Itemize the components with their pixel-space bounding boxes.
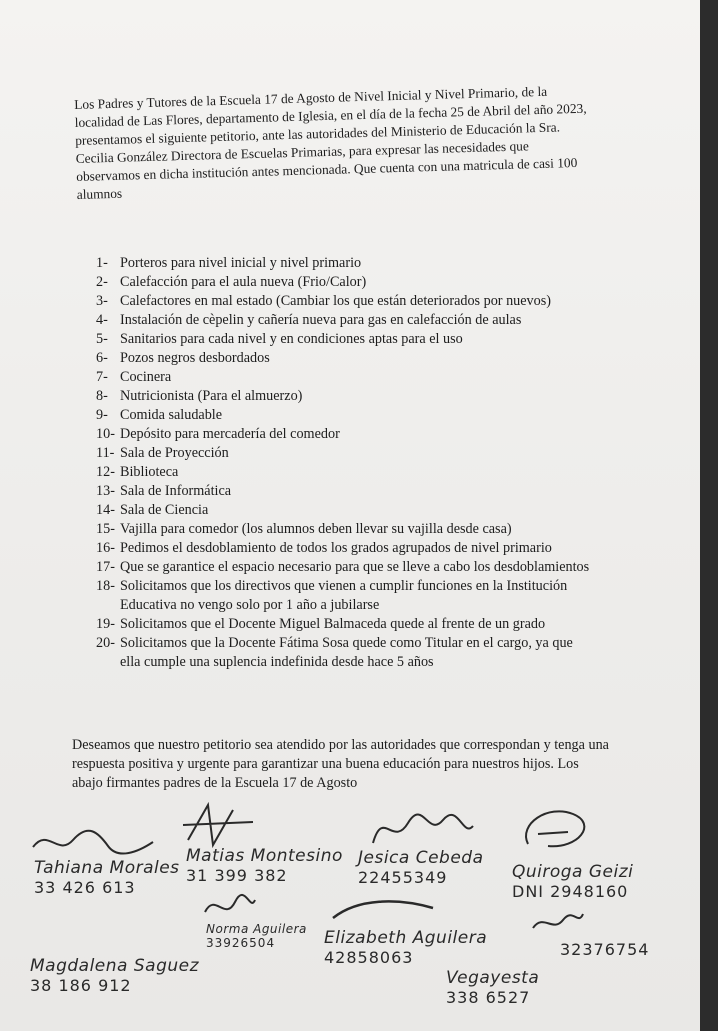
list-item: 4- Instalación de cèpelin y cañería nueva para gas en calefacción de aulas — [96, 312, 522, 328]
list-item: 2- Calefacción para el aula nueva (Frio/Calor) — [96, 274, 367, 290]
list-item: 17- Que se garantice el espacio necesario para que se lleve a cabo los desdoblamientos — [96, 559, 590, 575]
list-item: 10- Depósito para mercadería del comedor — [96, 426, 340, 442]
list-item: 14- Sala de Ciencia — [96, 502, 209, 518]
list-item: 1- Porteros para nivel inicial y nivel primario — [96, 255, 362, 271]
list-item: 9- Comida saludable — [96, 407, 223, 423]
list-item: 13- Sala de Informática — [96, 483, 232, 499]
signature-block: Matias Montesino 31 399 382 — [186, 846, 343, 885]
closing-paragraph: Deseamos que nuestro petitorio sea atendido por las autoridades que correspondan y tenga una respuesta positiva y urgente para garantizar una buena educación para nuestros hijos. Los abajo firmantes padres de la Escuela 17 de Agosto — [72, 737, 609, 791]
signature-block: Norma Aguilera 33926504 — [206, 922, 307, 950]
list-item: 6- Pozos negros desbordados — [96, 350, 270, 366]
signature-scribble-3 — [368, 808, 478, 848]
signature-block: Quiroga Geizi DNI 2948160 — [512, 862, 634, 901]
list-item: 7- Cocinera — [96, 369, 172, 385]
list-item: 15- Vajilla para comedor (los alumnos deben llevar su vajilla desde casa) — [96, 521, 512, 537]
list-item: 5- Sanitarios para cada nivel y en condiciones aptas para el uso — [96, 331, 463, 347]
signature-block: Elizabeth Aguilera 42858063 — [324, 928, 488, 967]
list-item: 16- Pedimos el desdoblamiento de todos los grados agrupados de nivel primario — [96, 540, 552, 556]
list-item: 20- Solicitamos que la Docente Fátima Sosa quede como Titular en el cargo, ya que ella cumple una suplencia indefinida desde hace 5 años — [96, 635, 573, 670]
signature-scribble-7 — [528, 908, 588, 938]
signature-scribble-5 — [200, 892, 260, 922]
signature-scribble-6 — [328, 896, 438, 926]
list-item: 3- Calefactores en mal estado (Cambiar los que están deteriorados por nuevos) — [96, 293, 551, 309]
list-item: 8- Nutricionista (Para el almuerzo) — [96, 388, 303, 404]
list-item: 18- Solicitamos que los directivos que vienen a cumplir funciones en la Institución Educativa no vengo solo por 1 año a jubilarse — [96, 578, 568, 613]
list-item: 19- Solicitamos que el Docente Miguel Balmaceda quede al frente de un grado — [96, 616, 546, 632]
signature-block: Vegayesta 338 6527 — [446, 968, 540, 1007]
signature-block: Jesica Cebeda 22455349 — [358, 848, 484, 887]
signature-block: Tahiana Morales 33 426 613 — [34, 858, 180, 897]
document-body — [72, 83, 609, 791]
intro-paragraph: Los Padres y Tutores de la Escuela 17 de Agosto de Nivel Inicial y Nivel Primario, de la localidad de Las Flores, departamento de Iglesia, en el día de la fecha 25 de Abril del año 2023, presentamos el siguiente petitorio, ante las autoridades del Ministerio de Educación la Sra. Cecilia González Directora de Escuelas Primarias, para expresar las necesidades que observamos en dicha institución antes mencionada. Que cuenta con una matricula de casi 100 alumnos — [74, 83, 587, 202]
signature-block: 32376754 — [560, 940, 650, 959]
signature-scribble-2 — [178, 800, 258, 850]
list-item: 12- Biblioteca — [96, 464, 179, 480]
signature-scribble-1 — [28, 822, 158, 862]
requests-list — [96, 254, 596, 672]
page-edge-shadow — [700, 0, 718, 1031]
signatures-area — [0, 800, 700, 1031]
signature-scribble-4 — [518, 804, 598, 854]
signature-block: Magdalena Saguez 38 186 912 — [30, 956, 200, 995]
list-item: 11- Sala de Proyección — [96, 445, 229, 461]
